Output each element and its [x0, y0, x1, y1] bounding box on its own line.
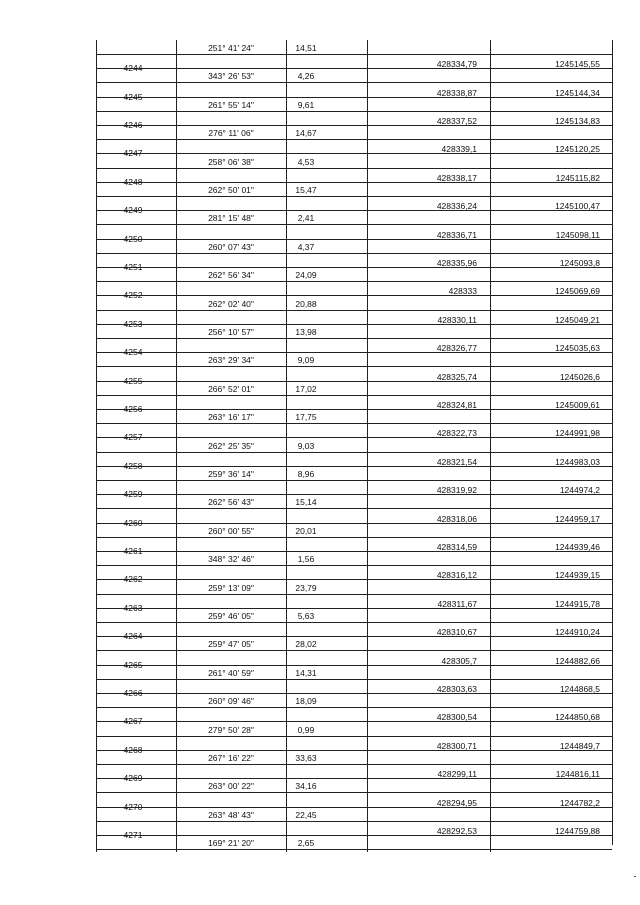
point-id: 4267 — [123, 716, 143, 727]
point-id: 4250 — [123, 233, 143, 244]
point-id: 4263 — [123, 602, 143, 613]
row-rule — [96, 792, 612, 793]
segment-distance: 8,96 — [297, 469, 315, 479]
coordinate-x: 428292,53 — [436, 826, 477, 836]
coordinate-y: 1245120,25 — [555, 144, 600, 155]
coordinate-y: 1245145,55 — [555, 59, 600, 70]
segment-distance: 13,98 — [295, 327, 317, 337]
bearing-angle: 259° 46' 05" — [208, 611, 254, 621]
coordinate-x: 428338,87 — [436, 87, 477, 98]
bearing-angle: 259° 36' 14" — [208, 469, 254, 479]
coordinate-y: 1244882,66 — [555, 655, 600, 666]
column-rule — [490, 40, 491, 852]
row-rule — [96, 281, 612, 282]
segment-distance: 2,65 — [297, 838, 315, 849]
bearing-angle: 262° 25' 35" — [208, 440, 254, 451]
coordinate-y: 1245009,61 — [555, 400, 600, 410]
coordinate-y: 1245093,8 — [559, 258, 600, 268]
row-rule — [96, 82, 612, 83]
point-id: 4271 — [123, 830, 143, 840]
bearing-angle: 259° 13' 09" — [208, 582, 254, 593]
bearing-angle: 259° 47' 05" — [208, 639, 254, 650]
bearing-angle: 279° 50' 28" — [208, 724, 254, 735]
point-id: 4246 — [123, 120, 143, 130]
segment-distance: 20,01 — [295, 525, 317, 536]
coordinate-x: 428339,1 — [441, 144, 477, 155]
coordinate-y: 1244939,46 — [555, 542, 600, 552]
segment-distance: 15,47 — [295, 185, 317, 195]
row-rule — [96, 736, 612, 737]
point-id: 4270 — [123, 801, 143, 812]
point-id: 4261 — [123, 546, 143, 556]
coordinate-x: 428316,12 — [436, 570, 477, 581]
coordinate-x: 428300,71 — [436, 740, 477, 751]
coordinate-y: 1245098,11 — [555, 229, 600, 240]
segment-distance: 14,67 — [295, 128, 317, 139]
coordinate-y: 1245026,6 — [559, 371, 600, 382]
row-rule — [96, 224, 612, 225]
segment-distance: 24,09 — [295, 270, 317, 281]
coordinate-y: 1245144,34 — [555, 87, 600, 98]
point-id: 4251 — [123, 262, 143, 272]
coordinate-x: 428310,67 — [436, 627, 477, 638]
row-rule — [96, 650, 612, 651]
row-rule — [96, 537, 612, 538]
segment-distance: 2,41 — [297, 213, 315, 224]
coordinate-x: 428300,54 — [436, 712, 477, 723]
segment-distance: 18,09 — [295, 696, 317, 707]
bearing-angle: 251° 41' 24" — [208, 43, 254, 53]
point-id: 4262 — [123, 574, 143, 585]
segment-distance: 9,61 — [297, 99, 315, 110]
bearing-angle: 263° 16' 17" — [208, 412, 254, 423]
segment-distance: 33,63 — [295, 753, 317, 763]
segment-distance: 34,16 — [295, 781, 317, 792]
point-id: 4266 — [123, 688, 143, 698]
row-rule — [96, 310, 612, 311]
coordinate-x: 428337,52 — [436, 116, 477, 126]
segment-distance: 17,75 — [295, 412, 317, 423]
coordinate-y: 1245035,63 — [555, 343, 600, 354]
coordinate-y: 1244868,5 — [559, 684, 600, 694]
coordinate-y: 1244983,03 — [555, 456, 600, 467]
bearing-angle: 281° 15' 48" — [208, 213, 254, 224]
coordinate-x: 428318,06 — [436, 513, 477, 524]
coordinate-y: 1244910,24 — [555, 627, 600, 638]
bearing-angle: 262° 02' 40" — [208, 298, 254, 309]
bearing-angle: 258° 06' 38" — [208, 156, 254, 167]
coordinate-y: 1244939,15 — [555, 570, 600, 581]
point-id: 4265 — [123, 659, 143, 670]
point-id: 4259 — [123, 489, 143, 500]
bearing-angle: 263° 48' 43" — [208, 809, 254, 820]
bearing-angle: 260° 00' 55" — [208, 525, 254, 536]
coordinate-y: 1244959,17 — [555, 513, 600, 524]
point-id: 4269 — [123, 773, 143, 784]
coordinate-y: 1245134,83 — [555, 116, 600, 126]
coordinate-y: 1245115,82 — [555, 172, 600, 183]
segment-distance: 9,09 — [297, 355, 315, 366]
coordinate-y: 1245069,69 — [555, 286, 600, 297]
coordinate-x: 428322,73 — [436, 428, 477, 439]
coordinate-x: 428330,11 — [437, 314, 477, 325]
bearing-angle: 348° 32' 46" — [208, 554, 254, 565]
coordinate-y: 1244974,2 — [559, 485, 600, 496]
coordinate-x: 428338,17 — [436, 172, 477, 183]
coordinate-x: 428299,11 — [437, 769, 477, 780]
bearing-angle: 263° 29' 34" — [208, 355, 254, 366]
coordinate-x: 428336,24 — [436, 201, 477, 212]
segment-distance: 4,37 — [297, 241, 315, 252]
segment-distance: 15,14 — [295, 497, 317, 508]
coordinate-y: 1244915,78 — [555, 598, 600, 609]
point-id: 4258 — [123, 460, 143, 471]
bearing-angle: 261° 40' 59" — [208, 667, 254, 678]
coordinate-x: 428321,54 — [436, 456, 477, 467]
point-id: 4268 — [123, 744, 143, 755]
segment-distance: 9,03 — [297, 440, 315, 451]
coordinate-x: 428294,95 — [436, 797, 477, 808]
point-id: 4255 — [123, 375, 143, 386]
segment-distance: 28,02 — [295, 639, 317, 650]
bearing-angle: 267° 16' 22" — [208, 753, 254, 763]
point-id: 4257 — [123, 432, 143, 443]
coordinate-y: 1245049,21 — [555, 314, 600, 325]
segment-distance: 14,51 — [295, 43, 317, 53]
point-id: 4253 — [123, 318, 143, 329]
segment-distance: 5,63 — [297, 611, 315, 621]
point-id: 4252 — [123, 290, 143, 301]
bearing-angle: 169° 21' 20" — [208, 838, 254, 849]
coordinate-x: 428326,77 — [436, 343, 477, 354]
point-id: 4247 — [123, 148, 143, 159]
coordinate-x: 428303,63 — [436, 684, 477, 694]
row-rule — [96, 168, 612, 169]
row-rule — [96, 764, 612, 765]
point-id: 4254 — [123, 347, 143, 358]
coordinate-y: 1244850,68 — [555, 712, 600, 723]
row-rule — [96, 594, 612, 595]
point-id: 4264 — [123, 631, 143, 642]
row-rule — [96, 253, 612, 254]
row-rule — [96, 139, 612, 140]
point-id: 4256 — [123, 404, 143, 414]
coordinate-x: 428319,92 — [436, 485, 477, 496]
column-rule — [612, 40, 613, 845]
coordinate-x: 428325,74 — [436, 371, 477, 382]
coordinate-y: 1244759,88 — [555, 826, 600, 836]
row-rule — [96, 196, 612, 197]
row-rule — [96, 452, 612, 453]
row-rule — [96, 707, 612, 708]
segment-distance: 4,26 — [297, 71, 315, 82]
bearing-angle: 266° 52' 01" — [208, 383, 254, 394]
row-rule — [96, 821, 612, 822]
coordinate-y: 1245100,47 — [555, 201, 600, 212]
row-rule — [96, 338, 612, 339]
bearing-angle: 262° 56' 43" — [208, 497, 254, 508]
segment-distance: 17,02 — [295, 383, 317, 394]
point-id: 4244 — [123, 63, 143, 74]
bearing-angle: 261° 55' 14" — [208, 99, 254, 110]
bearing-angle: 263° 00' 22" — [208, 781, 254, 792]
point-id: 4249 — [123, 205, 143, 216]
page-edge-mark — [634, 876, 636, 877]
coordinate-x: 428334,79 — [436, 59, 477, 70]
segment-distance: 14,31 — [295, 667, 317, 678]
column-rule — [96, 40, 97, 852]
row-rule — [96, 565, 612, 566]
row-rule — [96, 480, 612, 481]
coordinate-x: 428335,96 — [436, 258, 477, 268]
row-rule — [96, 679, 612, 680]
coordinate-x: 428311,67 — [437, 598, 477, 609]
row-rule — [96, 111, 612, 112]
coordinate-x: 428336,71 — [436, 229, 477, 240]
point-id: 4245 — [123, 91, 143, 102]
bearing-angle: 260° 07' 43" — [208, 241, 254, 252]
coordinate-x: 428314,59 — [436, 542, 477, 552]
coordinate-x: 428333 — [448, 286, 477, 297]
coordinate-y: 1244849,7 — [559, 740, 600, 751]
bearing-angle: 256° 10' 57" — [208, 327, 254, 337]
segment-distance: 4,53 — [297, 156, 315, 167]
coordinate-x: 428305,7 — [441, 655, 477, 666]
row-rule — [96, 849, 612, 850]
point-id: 4248 — [123, 176, 143, 187]
row-rule — [96, 508, 612, 509]
coordinate-x: 428324,81 — [436, 400, 477, 410]
segment-distance: 22,45 — [295, 809, 317, 820]
row-rule — [96, 395, 612, 396]
row-rule — [96, 423, 612, 424]
bearing-angle: 260° 09' 46" — [208, 696, 254, 707]
segment-distance: 23,79 — [295, 582, 317, 593]
coordinate-y: 1244816,11 — [555, 769, 600, 780]
row-rule — [96, 366, 612, 367]
bearing-angle: 262° 56' 34" — [208, 270, 254, 281]
bearing-angle: 276° 11' 06" — [208, 128, 254, 139]
segment-distance: 0,99 — [297, 724, 315, 735]
segment-distance: 20,88 — [295, 298, 317, 309]
bearing-angle: 343° 26' 53" — [208, 71, 254, 82]
bearing-angle: 262° 50' 01" — [208, 185, 254, 195]
coordinate-y: 1244991,98 — [555, 428, 600, 439]
point-id: 4260 — [123, 517, 143, 528]
row-rule — [96, 54, 612, 55]
column-rule — [367, 40, 368, 852]
segment-distance: 1,56 — [297, 554, 315, 565]
coordinate-y: 1244782,2 — [559, 797, 600, 808]
row-rule — [96, 622, 612, 623]
